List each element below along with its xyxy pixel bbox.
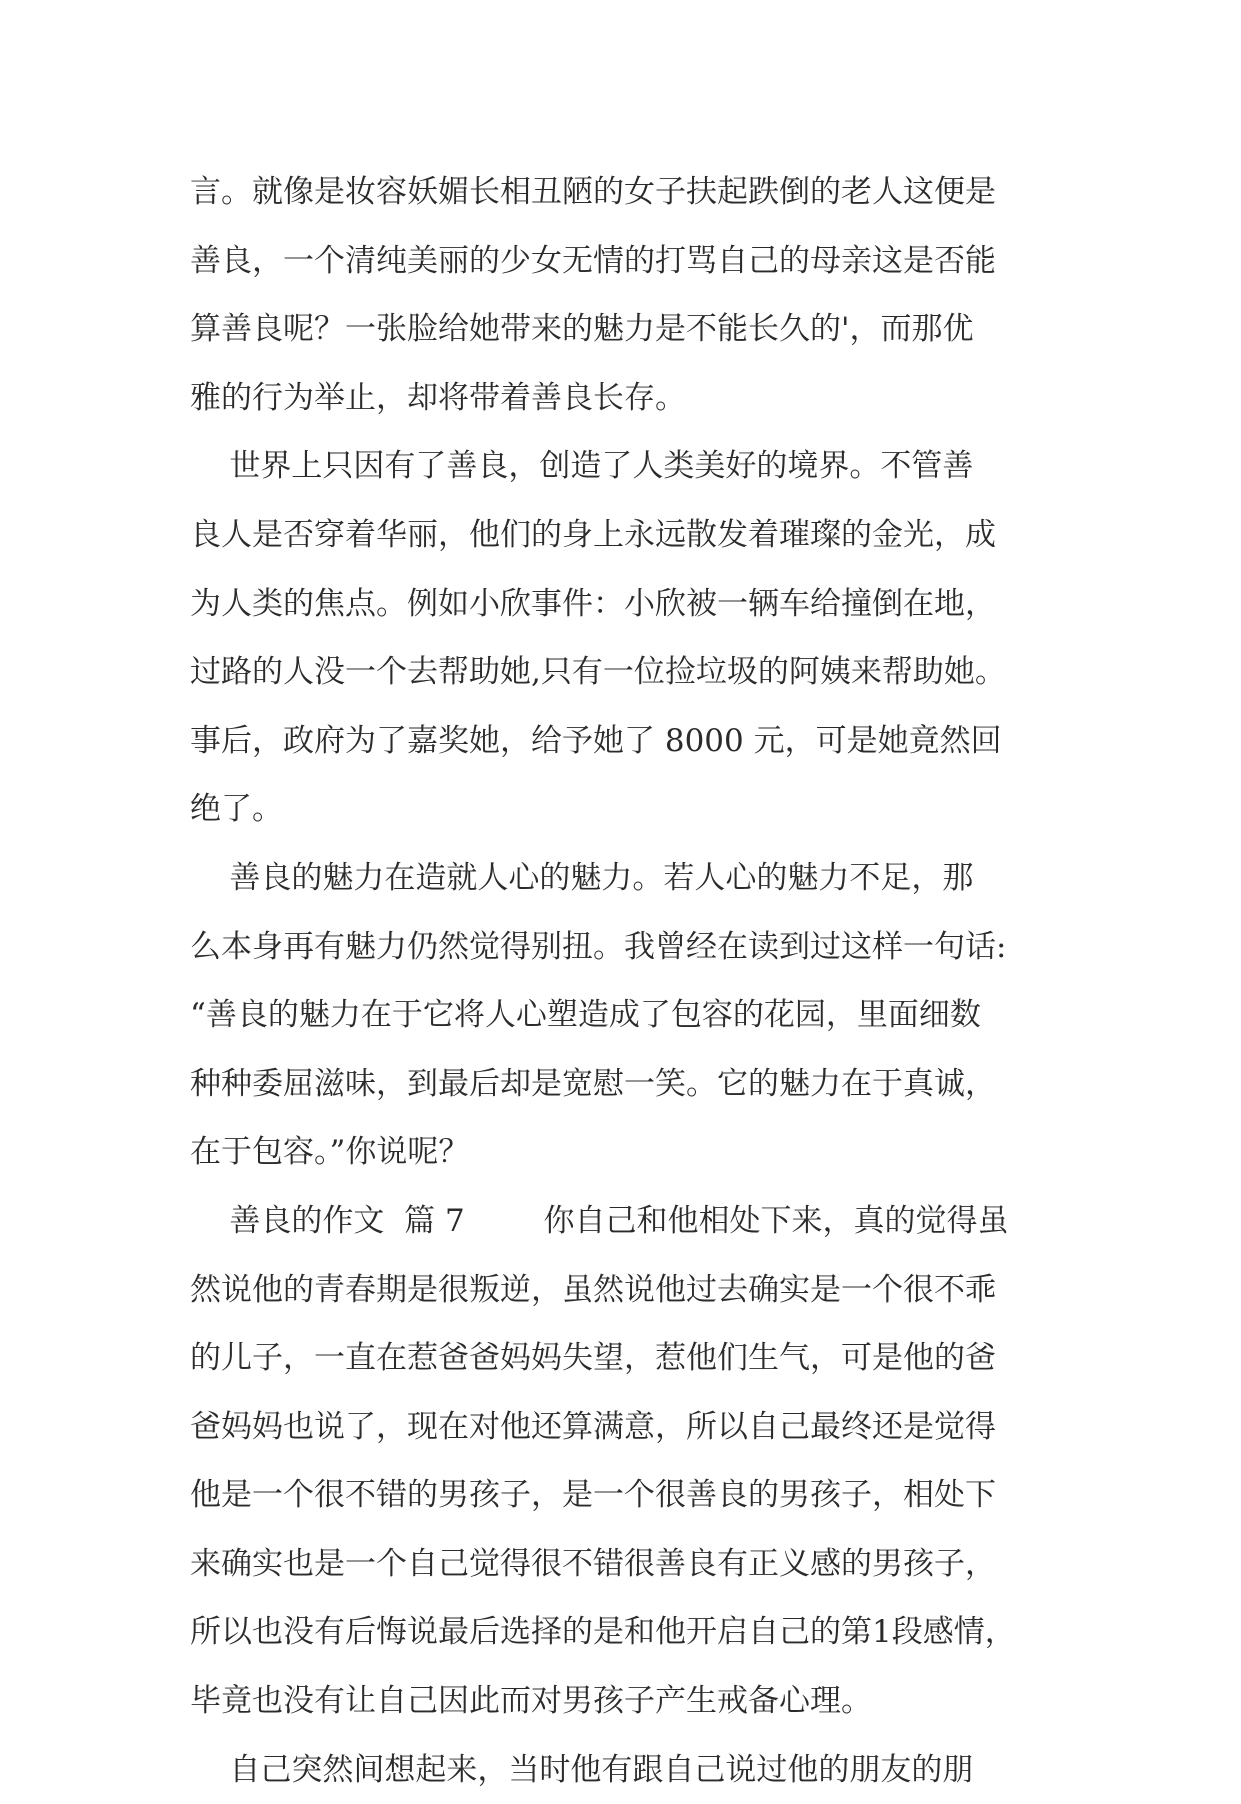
text-line: 善良，一个清纯美丽的少女无情的打骂自己的母亲这是否能 [190, 242, 996, 279]
text-line: 来确实也是一个自己觉得很不错很善良有正义感的男孩子， [190, 1545, 996, 1582]
text-line: 事后，政府为了嘉奖她，给予她了 8000 元，可是她竟然回 [190, 722, 1002, 759]
text-line: 绝了。 [190, 791, 283, 828]
text-line: 么本身再有魅力仍然觉得别扭。我曾经在读到过这样一句话: [190, 928, 1007, 965]
text-line: 毕竟也没有让自己因此而对男孩子产生戒备心理。 [190, 1683, 872, 1720]
text-line: 雅的行为举止，却将带着善良长存。 [190, 379, 686, 416]
text-line: 的儿子，一直在惹爸爸妈妈失望，惹他们生气，可是他的爸 [190, 1340, 996, 1377]
text-line: 算善良呢？一张脸给她带来的魅力是不能长久的'，而那优 [190, 311, 974, 348]
text-line: 善良的作文 篇 7 你自己和他相处下来，真的觉得虽 [190, 1202, 1009, 1239]
text-line: 言。就像是妆容妖媚长相丑陋的女子扶起跌倒的老人这便是 [190, 174, 996, 210]
text-line: 在于包容。”你说呢？ [190, 1134, 470, 1171]
document-body [190, 158, 1070, 1804]
text-line: 过路的人没一个去帮助她,只有一位捡垃圾的阿姨来帮助她。 [190, 654, 1006, 691]
text-line: 世界上只因有了善良，创造了人类美好的境界。不管善 [190, 448, 974, 485]
text-line: 他是一个很不错的男孩子，是一个很善良的男孩子，相处下 [190, 1477, 996, 1514]
text-line: 所以也没有后悔说最后选择的是和他开启自己的第1段感情， [190, 1614, 1016, 1651]
text-line: 然说他的青春期是很叛逆，虽然说他过去确实是一个很不乖 [190, 1271, 996, 1308]
text-line: 良人是否穿着华丽，他们的身上永远散发着璀璨的金光，成 [190, 516, 996, 553]
text-line: 善良的魅力在造就人心的魅力。若人心的魅力不足，那 [190, 859, 974, 896]
text-line: 自己突然间想起来，当时他有跟自己说过他的朋友的朋 [190, 1751, 974, 1788]
text-line: 种种委屈滋味，到最后却是宽慰一笑。它的魅力在于真诚， [190, 1065, 996, 1102]
text-line: 爸妈妈也说了，现在对他还算满意，所以自己最终还是觉得 [190, 1408, 996, 1445]
text-line: “善良的魅力在于它将人心塑造成了包容的花园，里面细数 [190, 997, 981, 1034]
text-line: 为人类的焦点。例如小欣事件：小欣被一辆车给撞倒在地， [190, 585, 996, 622]
